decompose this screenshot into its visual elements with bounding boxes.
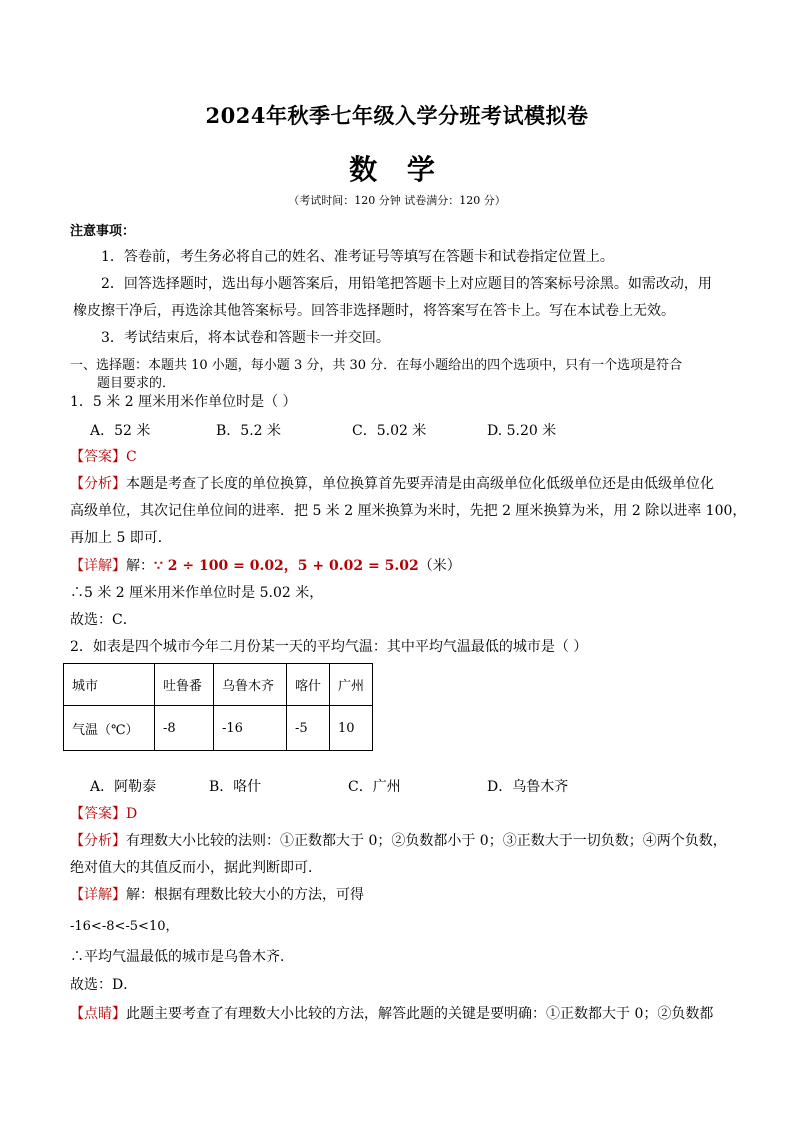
q1-option-b: B．5.2 米 (216, 423, 282, 439)
q1-analysis-text-1: 本题是考查了长度的单位换算，单位换算首先要弄清是由高级单位化低级单位还是由低级单位化 (126, 476, 714, 492)
q1-detail-prefix: 解： (126, 558, 154, 574)
q2-answer-tag: 【答案】 (70, 806, 126, 822)
q1-conclusion: ∴5 米 2 厘米用米作单位时是 5.02 米， (70, 585, 324, 601)
q1-analysis-line-1 (70, 473, 714, 493)
table-header-cell: 乌鲁木齐 (214, 664, 287, 706)
table-row (64, 706, 373, 751)
notice-heading: 注意事项： (70, 224, 136, 239)
q2-analysis-line-1 (70, 830, 727, 850)
q1-answer-line (70, 446, 137, 466)
section-1-instruction-line-1: 一、选择题：本题共 10 小题，每小题 3 分，共 30 分．在每小题给出的四个选项中，只有一个选项是符合 (70, 358, 683, 373)
notice-item-2-line-2: 橡皮擦干净后，再选涂其他答案标号。回答非选择题时，将答案写在答卡上。写在本试卷上无效。 (73, 303, 675, 319)
q1-detail-tag: 【详解】 (70, 558, 126, 574)
notice-item-2-line-1: 2．回答选择题时，选出每小题答案后，用铅笔把答题卡上对应题目的答案标号涂黑。如需改动，用 (101, 276, 712, 292)
q2-comment-tag: 【点睛】 (70, 1006, 126, 1022)
table-cell: -5 (287, 706, 330, 751)
q2-answer: D (126, 806, 138, 822)
section-1-instruction-line-2: 题目要求的． (97, 376, 176, 391)
table-cell: 10 (330, 706, 373, 751)
q1-answer: C (126, 449, 137, 465)
q2-answer-line (70, 803, 137, 823)
q2-comment-text: 此题主要考查了有理数大小比较的方法，解答此题的关键是要明确：①正数都大于 0；②负数都 (126, 1006, 714, 1022)
question-2-stem: 2．如表是四个城市今年二月份某一天的平均气温：其中平均气温最低的城市是（ ） (70, 639, 588, 655)
q1-option-c: C．5.02 米 (352, 423, 427, 439)
q2-inequality: -16<-8<-5<10， (70, 919, 179, 934)
city-temperature-table (63, 663, 373, 751)
q1-detail-suffix: （米） (418, 558, 461, 574)
exam-info: （考试时间：120 分钟 试卷满分：120 分） (288, 194, 506, 207)
q2-option-c: C．广州 (348, 779, 401, 795)
table-cell: 气温（℃） (64, 706, 155, 751)
table-header-cell: 喀什 (287, 664, 330, 706)
table-cell: -16 (214, 706, 287, 751)
q2-detail-tag: 【详解】 (70, 887, 126, 903)
q1-choice: 故选：C． (70, 612, 137, 628)
q2-analysis-tag: 【分析】 (70, 833, 126, 849)
table-header-cell: 广州 (330, 664, 373, 706)
q1-analysis-line-2: 高级单位，其次记住单位间的进率．把 5 米 2 厘米换算为米时，先把 2 厘米换算为米，用 2 除以进率 100， (70, 503, 747, 519)
q2-analysis-text-1: 有理数大小比较的法则：①正数都大于 0；②负数都小于 0；③正数大于一切负数；④两个负数， (126, 833, 727, 849)
q1-analysis-line-3: 再加上 5 即可． (70, 530, 172, 546)
q2-conclusion: ∴平均气温最低的城市是乌鲁木齐． (70, 949, 294, 965)
q1-detail-line (70, 555, 461, 575)
question-1-stem: 1．5 米 2 厘米用米作单位时是（ ） (70, 394, 297, 410)
table-cell: -8 (155, 706, 214, 751)
table-header-cell: 城市 (64, 664, 155, 706)
q1-option-a: A．52 米 (90, 423, 151, 439)
q1-analysis-tag: 【分析】 (70, 476, 126, 492)
notice-item-1: 1．答卷前，考生务必将自己的姓名、准考证号等填写在答题卡和试卷指定位置上。 (101, 249, 614, 265)
q2-detail-line (70, 884, 364, 904)
q2-option-b: B．咯什 (209, 779, 262, 795)
q2-comment-line (70, 1003, 713, 1023)
q1-answer-tag: 【答案】 (70, 449, 126, 465)
subject-title: 数 学 (349, 153, 445, 186)
q2-analysis-line-2: 绝对值大的其值反而小，据此判断即可． (70, 860, 322, 876)
exam-title: 2024年秋季七年级入学分班考试模拟卷 (205, 103, 589, 128)
table-header-row (64, 664, 373, 706)
q2-choice: 故选：D． (70, 977, 138, 993)
table-header-cell: 吐鲁番 (155, 664, 214, 706)
q1-option-d: D. 5.20 米 (487, 423, 557, 439)
q2-option-a: A．阿勒泰 (90, 779, 157, 795)
q2-detail-text: 解：根据有理数比较大小的方法，可得 (126, 887, 364, 903)
notice-item-3: 3．考试结束后，将本试卷和答题卡一并交回。 (101, 330, 390, 346)
q1-detail-formula: ∵ 2 ÷ 100 = 0.02，5 + 0.02 = 5.02 (154, 558, 419, 574)
q2-option-d: D．乌鲁木齐 (487, 779, 569, 795)
